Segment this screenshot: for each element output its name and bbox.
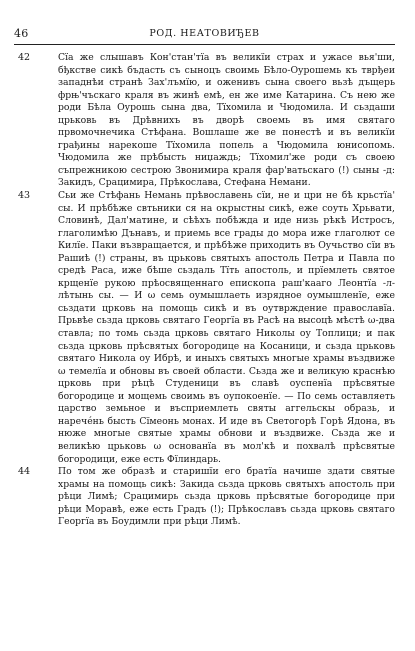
running-title: РОД. НЕАТОВИЂЕВ [149, 28, 260, 39]
paragraph-number: 42 [18, 52, 31, 63]
paragraph-text: Сьи же Стѣфань Немань прѣвославень сїи, не и цри не бѣ крьстїа' сы. И прѣбѣже свтьники ся на окрыстны сикѣ, еже соуть Хрьвати, Словинѣ, Дал'матине, и сѣѣхъ побѣжда и иде низь рѣкѣ Истросъ, глаголимѣю Дънавъ, и приемь все грады до мора иже глаголют се Килїе. Паки възвращается, и прѣбѣже приходить въ Оучьство сїи въ Рашиѣ (!) страны, въ црьковь святыхъ апостоль Петра и Павла по средѣ Раса, иже бѣше сьздаль Тїть апостоль, и прїемлеть святое крщенїе рукою прѣосвященнаго епископа раш'кааго Леонтїа -л-лѣтынь сы. — И ω семь оумышлаеть изрядное оумышленїе, еже сьздати црковь на помощь сикѣ и въ оутврждение православїа. Прьвѣе сьзда црковь святаго Георгїа въ Расѣ на высоцѣ мѣстѣ ω-два ставла; по томь сьзда црковь святаго Николы оу Топлици; и пак сьзда црковь прѣсвятых богородице на Косаници, и сьзда црьковь святаго Никола оу Ибрѣ, и иныхъ святыхъ многые храмы въздвиже ω темелїа и обновы въ своей области. Сьзда же и великую краснѣю црковь при рѣцѣ Студеници въ славѣ оуспенїа прѣсвятые богородице и мощемь своимь въ оупокоенїе. — По семь оставляеть царство земьное и въсприемлеть святы аггельскы образь, и нарече́нь бысть Сїмеонь монах. И иде въ Светогорѣ Горѣ Ядона, въ нюже многые святые храмы обнови и въздвиже. Сьзда же и великѣю црьковь ω основанїа въ мол'кѣ и похвалѣ прѣсвятые богородици, еже есть Фїлиндарь. [58, 190, 395, 465]
paragraph-44 [14, 466, 395, 529]
paragraph-42 [14, 52, 395, 190]
page-number: 46 [14, 27, 29, 40]
paragraph-text: По том же образѣ и старишїи его братїа начише здати святые храмы на помощь сикѣ: Закида сьзда црковь святыхъ апостоль при рѣци Лимѣ; Срацимирь сьзда црковь прѣсвятые богородице при рѣци Моравѣ, еже есть Градъ (!); Прѣкославъ сьзда црковь святаго Георгїа въ Боудимли при рѣци Лимѣ. [58, 466, 395, 528]
running-head [14, 26, 395, 42]
body-text [14, 52, 395, 529]
paragraph-number: 44 [18, 466, 31, 478]
paragraph-number: 43 [18, 190, 31, 202]
header-rule [14, 44, 395, 45]
paragraph-43 [14, 190, 395, 466]
paragraph-text: Сїа же слышавъ Кон'стан'тїа въ великїи страх и ужасе вья'ши, бђкстве сикѣ бъдасть съ сыноцъ своимь Бѣло-Оурошемь къ тврђеи западнѣи странѣ Зах'лъмїю, и оженивъ сына своего вьзѣ дъщерь фрњ'чъскаго краля въ жинѣ емѣ, ен же име Катарина. Съ нею же роди Бѣла Оурошь сына два, Тїхомила и Чюдомила. И сьздаши црьковь въ Дрѣвнихъ въ дворѣ своемь въ имя святаго првомочнечика Стѣфана. Вошлаше же ве понестѣ и въ великїи грађины нарекоше Тїхомила попель а Чюдомила юнисопомь. Чюдомила же прѣбысть ниџаждь; Тїхомил'же роди съ своею съпрежникою сестрою Звонимира краля фар'ватьскаго (!) сыны -д: Закидъ, Срацимира, Прѣкослава, Стефана Немани. [58, 52, 395, 189]
